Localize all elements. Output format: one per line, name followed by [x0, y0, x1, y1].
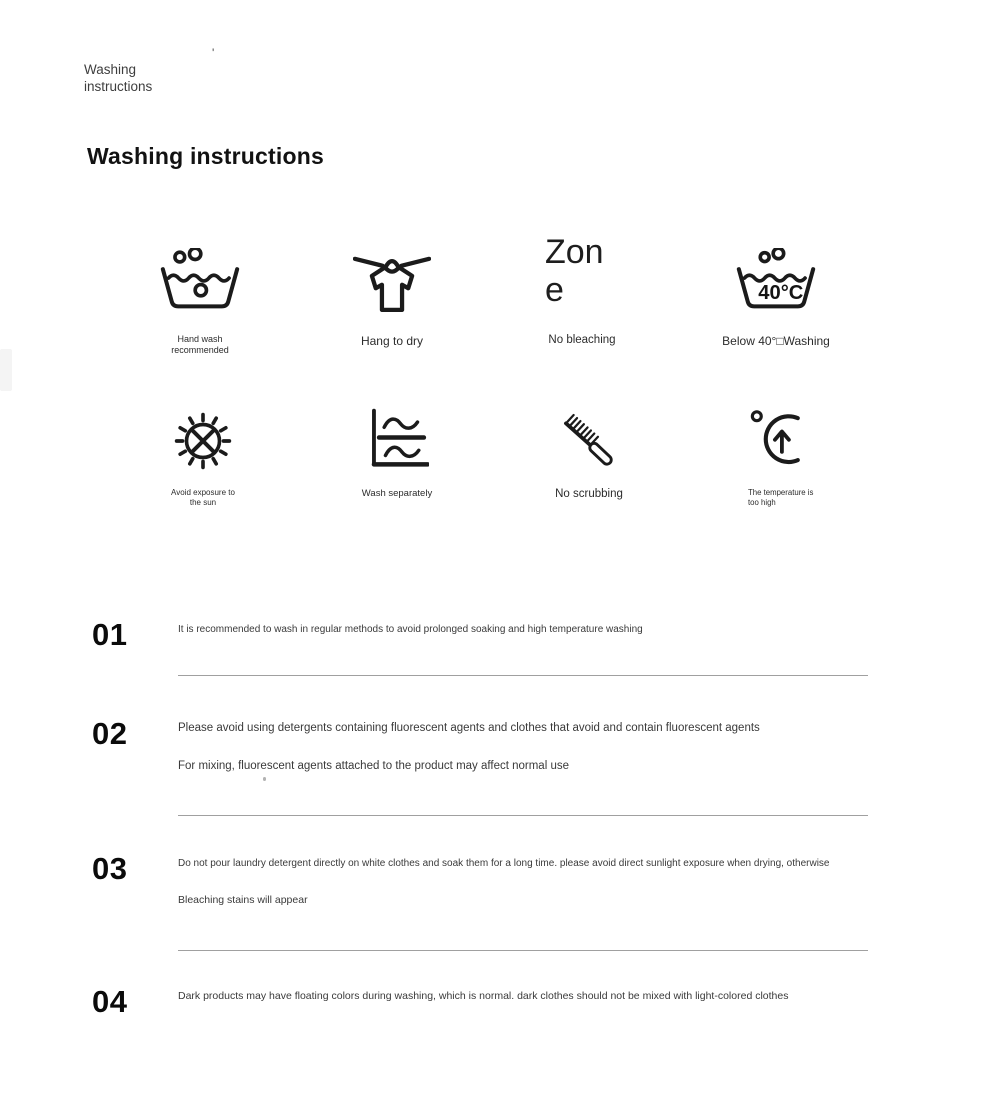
wash-40c-basin-icon: [711, 248, 841, 318]
instruction-number: 03: [92, 851, 128, 886]
care-label: the sun: [189, 498, 217, 507]
care-item-wash-separately: [332, 408, 462, 499]
kicker-line: Washing: [84, 62, 137, 77]
broken-icon-line: e: [545, 271, 564, 309]
instruction-text: Dark products may have floating colors during washing, which is normal. dark clothes should not be mixed with light-colored clothes: [178, 990, 789, 1002]
divider: [178, 950, 868, 951]
high-temperature-icon: [715, 408, 845, 472]
divider: [178, 815, 868, 816]
page-title: Washing instructions: [87, 143, 324, 169]
stray-dot: [263, 777, 266, 781]
instruction-text: It is recommended to wash in regular methods to avoid prolonged soaking and high temperature washing: [178, 624, 643, 635]
scrub-brush-icon: [524, 408, 654, 472]
care-label: Avoid exposure to: [171, 488, 235, 497]
hang-to-dry-icon: [327, 248, 457, 318]
instruction-text: Bleaching stains will appear: [178, 894, 308, 906]
temp-value: 40°C: [758, 282, 804, 305]
care-item-no-scrubbing: [524, 408, 654, 500]
care-label: Hand wash: [177, 334, 223, 344]
care-label: The temperature is: [748, 488, 814, 497]
care-item-no-bleaching: [517, 248, 647, 346]
care-item-hand-wash: [135, 248, 265, 356]
instruction-text: Do not pour laundry detergent directly on white clothes and soak them for a long time. please avoid direct sunlight exposure when drying, otherwise: [178, 858, 830, 869]
care-label: recommended: [171, 345, 229, 355]
care-label: No scrubbing: [555, 488, 623, 500]
broken-icon-line: Zon: [545, 233, 604, 271]
care-item-below-40: [711, 248, 841, 348]
care-label: too high: [748, 497, 776, 507]
care-label: No bleaching: [548, 334, 616, 346]
kicker-line: instructions: [84, 78, 153, 94]
care-item-temp-too-high: [715, 408, 845, 507]
care-label: Wash separately: [361, 488, 433, 499]
instruction-number: 01: [92, 617, 128, 652]
care-item-avoid-sun: [138, 408, 268, 508]
hand-wash-basin-icon: [135, 248, 265, 318]
scan-artifact: [0, 349, 12, 391]
care-label: Hang to dry: [360, 334, 424, 348]
wash-separately-icon: [332, 408, 462, 472]
instruction-text: Please avoid using detergents containing fluorescent agents and clothes that avoid and contain fluorescent agents: [178, 722, 760, 734]
kicker-title: [84, 62, 152, 95]
divider: [178, 675, 868, 676]
instruction-text: For mixing, fluorescent agents attached to the product may affect normal use: [178, 760, 569, 772]
stray-mark: ': [212, 46, 215, 60]
care-label: Below 40°□Washing: [722, 334, 830, 348]
instruction-number: 02: [92, 716, 128, 751]
instruction-number: 04: [92, 984, 128, 1019]
no-sun-icon: [138, 408, 268, 472]
care-item-hang-to-dry: [327, 248, 457, 348]
